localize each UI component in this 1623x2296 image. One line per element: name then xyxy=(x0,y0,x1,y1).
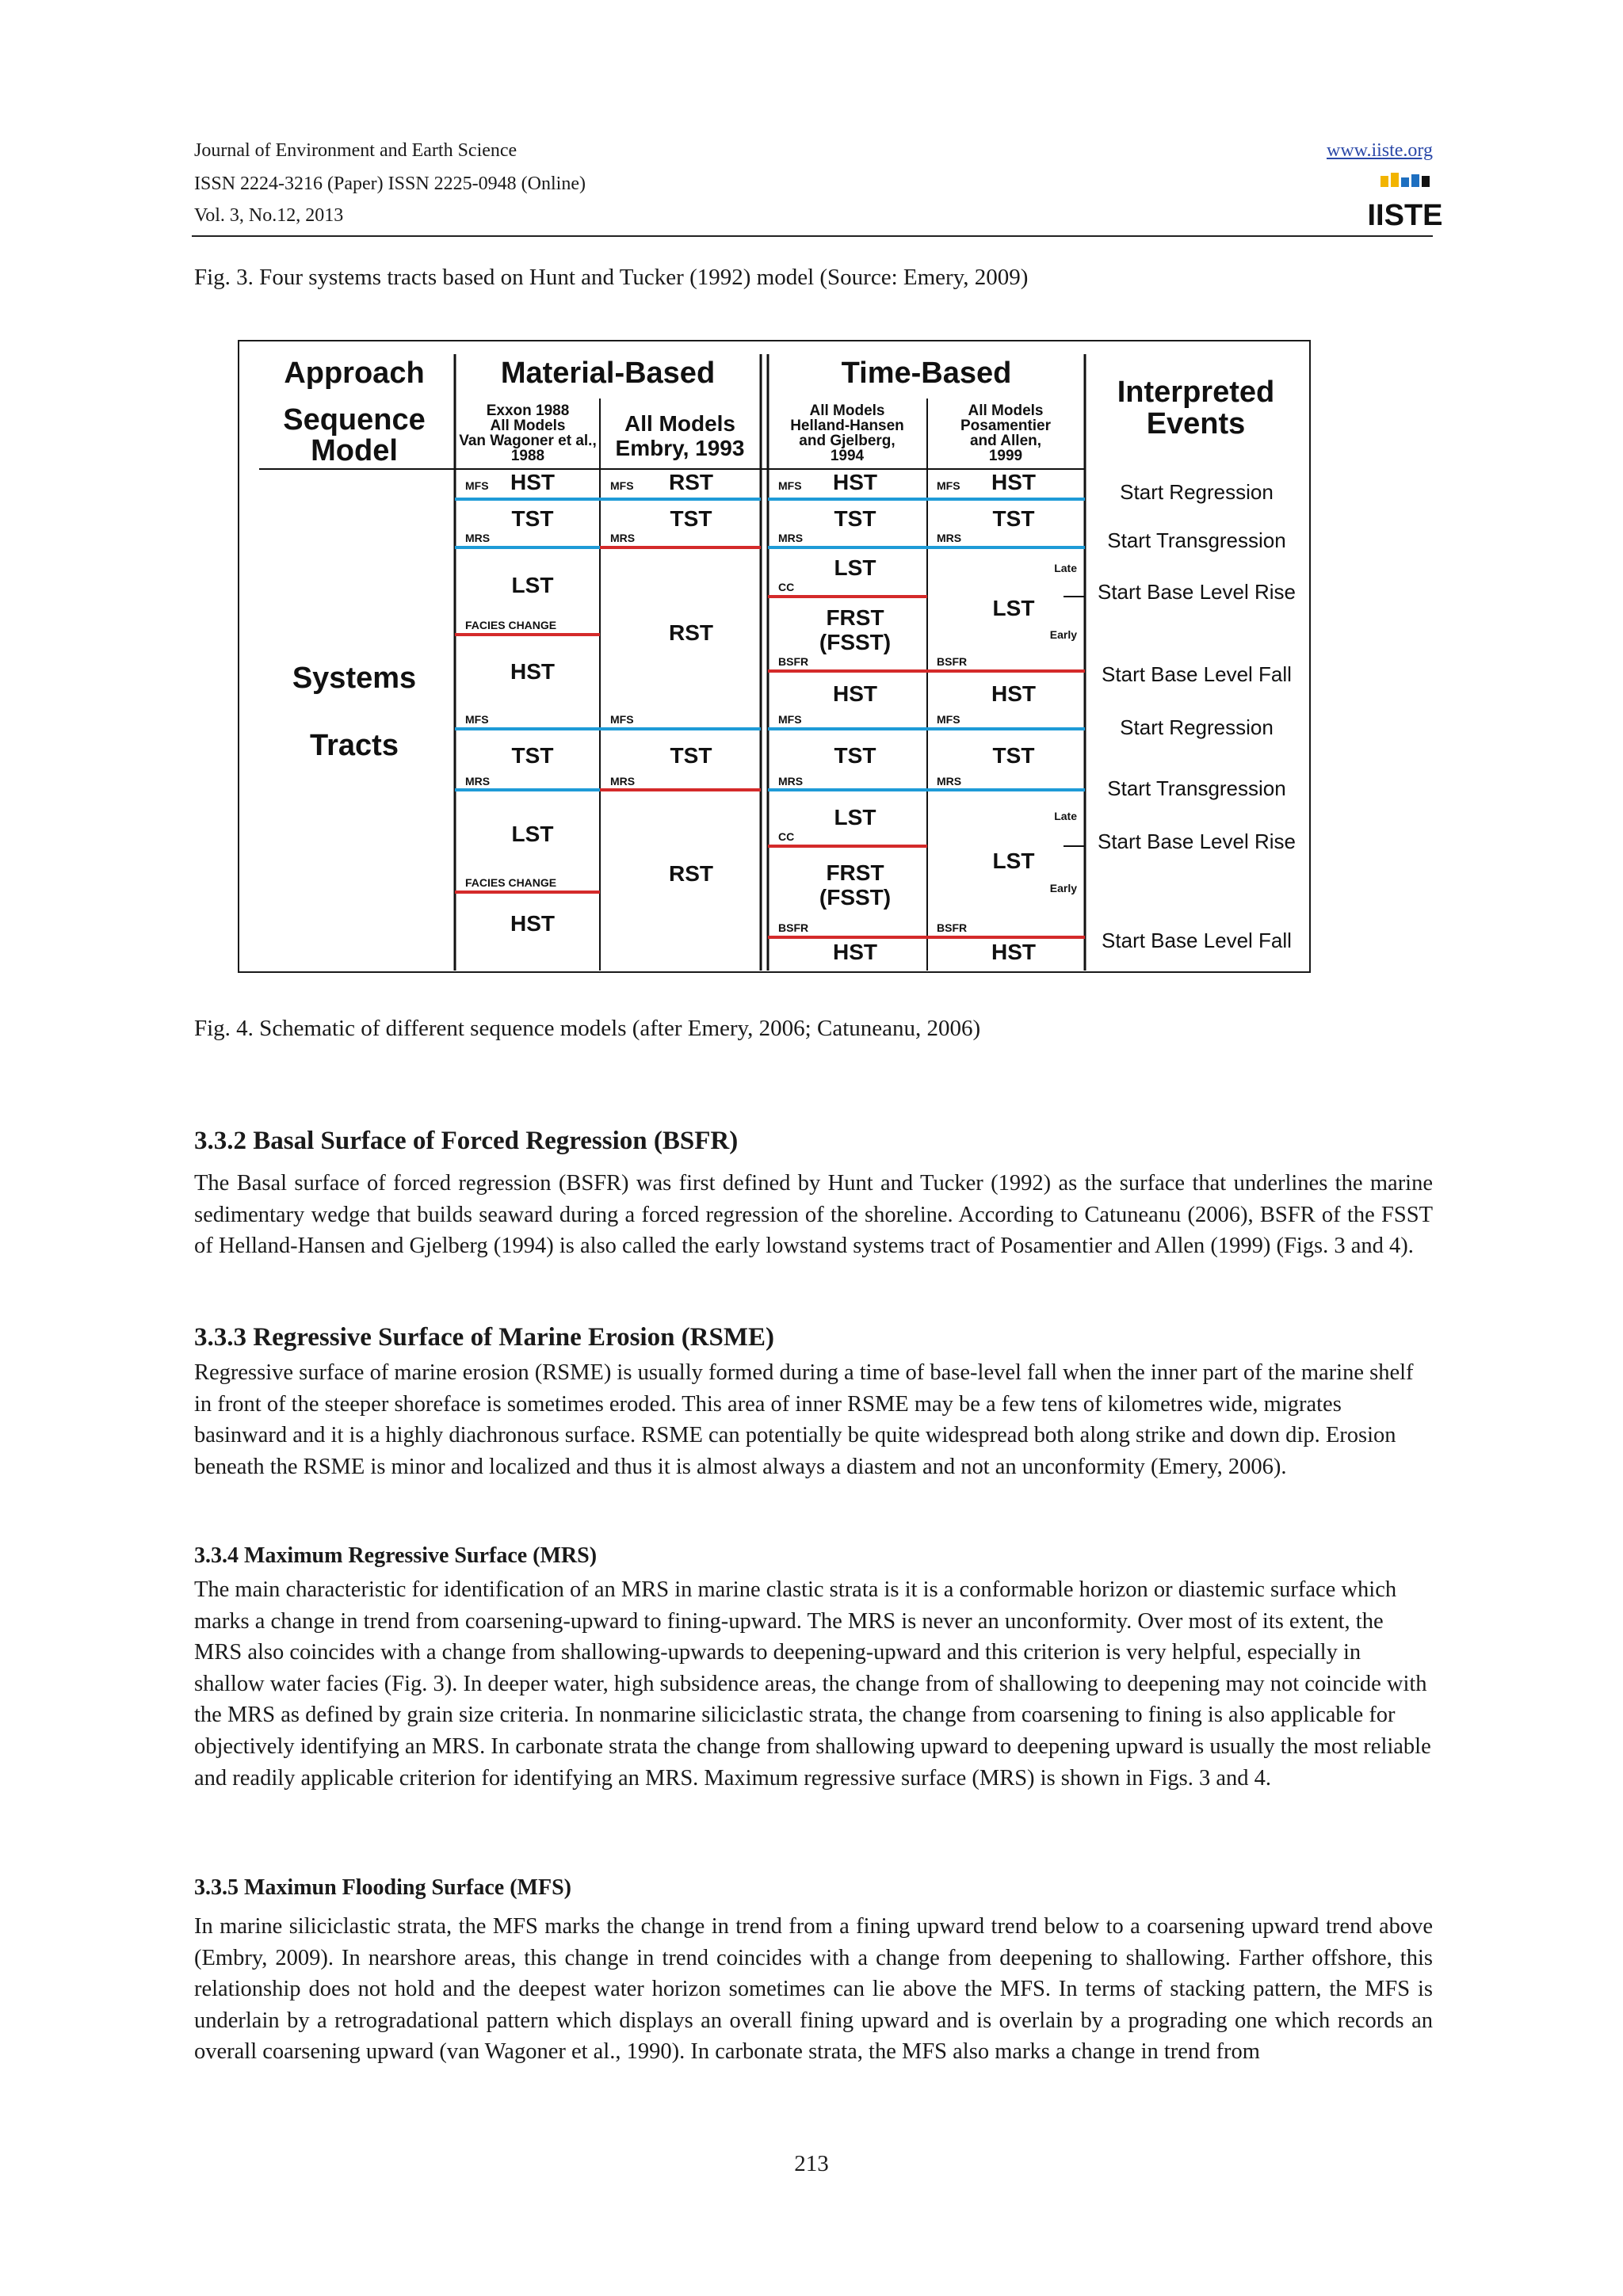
svg-text:MRS: MRS xyxy=(465,532,491,544)
svg-text:Exxon 1988: Exxon 1988 xyxy=(486,402,570,419)
events-label: Events xyxy=(1146,407,1246,441)
svg-text:HST: HST xyxy=(510,659,555,684)
svg-text:CC: CC xyxy=(778,830,795,843)
issn-line: ISSN 2224-3216 (Paper) ISSN 2225-0948 (Online) xyxy=(194,174,586,194)
svg-text:TST: TST xyxy=(670,506,712,531)
fig4-caption: Fig. 4. Schematic of different sequence models (after Emery, 2006; Catuneanu, 2006) xyxy=(194,1016,981,1041)
svg-text:MFS: MFS xyxy=(465,479,489,492)
col1-header xyxy=(459,402,597,464)
svg-text:and Allen,: and Allen, xyxy=(969,433,1042,449)
section-333-title: 3.3.3 Regressive Surface of Marine Erosion (RSME) xyxy=(194,1323,775,1352)
interpreted-events xyxy=(1098,480,1296,952)
svg-text:Start Base Level Rise: Start Base Level Rise xyxy=(1097,580,1296,604)
svg-text:MRS: MRS xyxy=(778,532,804,544)
svg-text:LST: LST xyxy=(992,849,1035,873)
svg-text:All Models: All Models xyxy=(809,402,885,419)
svg-text:All Models: All Models xyxy=(968,402,1044,419)
svg-text:TST: TST xyxy=(511,506,554,531)
col2-header xyxy=(616,411,745,460)
section-333-body: Regressive surface of marine erosion (RSME) is usually formed during a time of base-level fall when the inner part of the marine shelf in front of the steeper shoreface is sometimes eroded. This area of inner RSME may be a few tens of kilometres wide, migrates basinward and it is a highly diachronous surface. RSME can potentially be quite widespread both along strike and down dip. Erosion beneath the RSME is minor and localized and thus it is almost always a diastem and not an unconformity (Emery, 2006). xyxy=(194,1360,1414,1479)
svg-text:HST: HST xyxy=(991,681,1036,706)
svg-text:Start Transgression: Start Transgression xyxy=(1107,776,1286,800)
svg-text:BSFR: BSFR xyxy=(937,921,968,934)
svg-text:LST: LST xyxy=(992,596,1035,620)
svg-text:1994: 1994 xyxy=(830,448,865,464)
col3-tracts xyxy=(768,470,927,964)
svg-text:HST: HST xyxy=(991,940,1036,964)
svg-text:TST: TST xyxy=(992,506,1035,531)
volume-line: Vol. 3, No.12, 2013 xyxy=(194,205,344,226)
svg-text:and Gjelberg,: and Gjelberg, xyxy=(799,433,896,449)
svg-text:MRS: MRS xyxy=(778,775,804,788)
svg-text:Start Base Level Fall: Start Base Level Fall xyxy=(1102,662,1292,686)
svg-text:(FSST): (FSST) xyxy=(819,885,892,910)
svg-text:MFS: MFS xyxy=(465,713,489,726)
svg-text:MFS: MFS xyxy=(610,713,634,726)
tracts-label: Tracts xyxy=(310,729,399,762)
svg-text:MRS: MRS xyxy=(465,775,491,788)
svg-text:LST: LST xyxy=(511,573,554,597)
svg-text:MRS: MRS xyxy=(610,532,636,544)
col2-tracts xyxy=(600,470,761,886)
svg-text:Helland-Hansen: Helland-Hansen xyxy=(790,418,904,434)
svg-text:MFS: MFS xyxy=(778,479,802,492)
svg-text:Van Wagoner et al.,: Van Wagoner et al., xyxy=(459,433,597,449)
svg-text:FRST: FRST xyxy=(826,860,884,885)
svg-text:FRST: FRST xyxy=(826,605,884,630)
systems-label: Systems xyxy=(292,662,417,695)
svg-text:Start Regression: Start Regression xyxy=(1120,480,1274,504)
svg-text:MFS: MFS xyxy=(610,479,634,492)
svg-text:Start Transgression: Start Transgression xyxy=(1107,528,1286,552)
page-number: 213 xyxy=(794,2151,829,2176)
sequence-models-figure xyxy=(238,340,1311,973)
col1-tracts xyxy=(455,470,600,936)
website-link[interactable]: www.iiste.org xyxy=(1327,140,1433,161)
svg-text:TST: TST xyxy=(511,743,554,768)
model-label: Model xyxy=(311,434,398,467)
svg-text:1988: 1988 xyxy=(510,448,545,464)
svg-text:TST: TST xyxy=(834,506,876,531)
fig3-caption: Fig. 3. Four systems tracts based on Hunt and Tucker (1992) model (Source: Emery, 2009) xyxy=(194,265,1029,290)
approach-label: Approach xyxy=(284,357,425,390)
svg-text:LST: LST xyxy=(511,822,554,846)
svg-text:RST: RST xyxy=(669,861,713,886)
col3-header xyxy=(790,402,904,464)
svg-text:HST: HST xyxy=(991,470,1036,494)
svg-text:Late: Late xyxy=(1054,810,1077,822)
svg-text:FACIES CHANGE: FACIES CHANGE xyxy=(465,876,557,889)
svg-text:BSFR: BSFR xyxy=(778,655,809,668)
svg-text:Start Base Level Rise: Start Base Level Rise xyxy=(1097,830,1296,853)
section-334-title: 3.3.4 Maximum Regressive Surface (MRS) xyxy=(194,1543,598,1568)
svg-text:LST: LST xyxy=(834,805,876,830)
iiste-logo xyxy=(1367,173,1443,232)
svg-text:FACIES CHANGE: FACIES CHANGE xyxy=(465,619,557,631)
svg-text:MFS: MFS xyxy=(937,713,960,726)
svg-text:Posamentier: Posamentier xyxy=(960,418,1052,434)
col4-header xyxy=(960,402,1052,464)
svg-text:HST: HST xyxy=(833,470,877,494)
svg-text:Early: Early xyxy=(1049,882,1077,894)
svg-text:Late: Late xyxy=(1054,562,1077,574)
logo-text: IISTE xyxy=(1367,199,1443,232)
section-332-title: 3.3.2 Basal Surface of Forced Regression (BSFR) xyxy=(194,1127,739,1155)
svg-text:Embry, 1993: Embry, 1993 xyxy=(615,436,745,460)
section-332-body: The Basal surface of forced regression (BSFR) was first defined by Hunt and Tucker (1992) as the surface that underlines the marine sedimentary wedge that builds seaward during a forced regression of the shoreline. According to Catuneanu (2006), BSFR of the FSST of Helland-Hansen and Gjelberg (1994) is also called the early lowstand systems tract of Posamentier and Allen (1999) (Figs. 3 and 4). xyxy=(194,1171,1433,1259)
time-based-label: Time-Based xyxy=(841,357,1012,390)
svg-text:TST: TST xyxy=(992,743,1035,768)
journal-title: Journal of Environment and Earth Science xyxy=(194,140,517,161)
interpreted-label: Interpreted xyxy=(1117,376,1275,409)
svg-text:(FSST): (FSST) xyxy=(819,630,892,654)
header-rule xyxy=(192,235,1433,237)
svg-text:All Models: All Models xyxy=(624,411,736,436)
svg-text:HST: HST xyxy=(510,470,555,494)
svg-text:LST: LST xyxy=(834,555,876,580)
svg-text:MRS: MRS xyxy=(937,775,962,788)
svg-text:CC: CC xyxy=(778,581,795,593)
svg-text:BSFR: BSFR xyxy=(937,655,968,668)
section-335-title: 3.3.5 Maximun Flooding Surface (MFS) xyxy=(194,1875,571,1900)
svg-text:Start Regression: Start Regression xyxy=(1120,715,1274,739)
col4-tracts xyxy=(927,470,1085,964)
svg-text:MFS: MFS xyxy=(937,479,960,492)
section-335-body: In marine siliciclastic strata, the MFS marks the change in trend from a fining upward trend below to a coarsening upward trend above (Embry, 2009). In nearshore areas, this change in trend coincides with a change from deepening to shallowing. Farther offshore, this relationship does not hold and the deepest water horizon sometimes can lie above the MFS. In terms of stacking pattern, the MFS is underlain by a retrogradational pattern which displays an overall fining upward and is overlain by a prograding one which records an overall coarsening upward (van Wagoner et al., 1990). In carbonate strata, the MFS also marks a change in trend from xyxy=(194,1914,1433,2065)
figure-svg xyxy=(239,341,1308,971)
sequence-label: Sequence xyxy=(283,403,426,437)
svg-text:MFS: MFS xyxy=(778,713,802,726)
svg-text:TST: TST xyxy=(670,743,712,768)
section-334-body: The main characteristic for identification of an MRS in marine clastic strata is it is a conformable horizon or diastemic surface which marks a change in trend from coarsening-upward to fining-upward. The MRS is never an unconformity. Over most of its extent, the MRS also coincides with a change from shallowing-upwards to deepening-upward and this criterion is very helpful, especially in shallow water facies (Fig. 3). In deeper water, high subsidence areas, the change from of shallowing to deepening may not coincide with the MRS as defined by grain size criteria. In nonmarine siliciclastic strata, the change from coarsening to fining is also applicable for objectively identifying an MRS. In carbonate strata the change from shallowing upward to deepening upward is usually the most reliable and readily applicable criterion for identifying an MRS. Maximum regressive surface (MRS) is shown in Figs. 3 and 4. xyxy=(194,1577,1431,1791)
svg-text:1999: 1999 xyxy=(988,448,1023,464)
svg-text:BSFR: BSFR xyxy=(778,921,809,934)
svg-text:RST: RST xyxy=(669,470,713,494)
svg-text:MRS: MRS xyxy=(610,775,636,788)
svg-text:All Models: All Models xyxy=(490,418,566,434)
svg-text:Start Base Level Fall: Start Base Level Fall xyxy=(1102,929,1292,952)
svg-text:TST: TST xyxy=(834,743,876,768)
svg-text:Early: Early xyxy=(1049,628,1077,641)
svg-text:MRS: MRS xyxy=(937,532,962,544)
svg-text:HST: HST xyxy=(510,911,555,936)
material-based-label: Material-Based xyxy=(500,357,716,390)
svg-text:HST: HST xyxy=(833,681,877,706)
svg-text:RST: RST xyxy=(669,620,713,645)
svg-text:HST: HST xyxy=(833,940,877,964)
